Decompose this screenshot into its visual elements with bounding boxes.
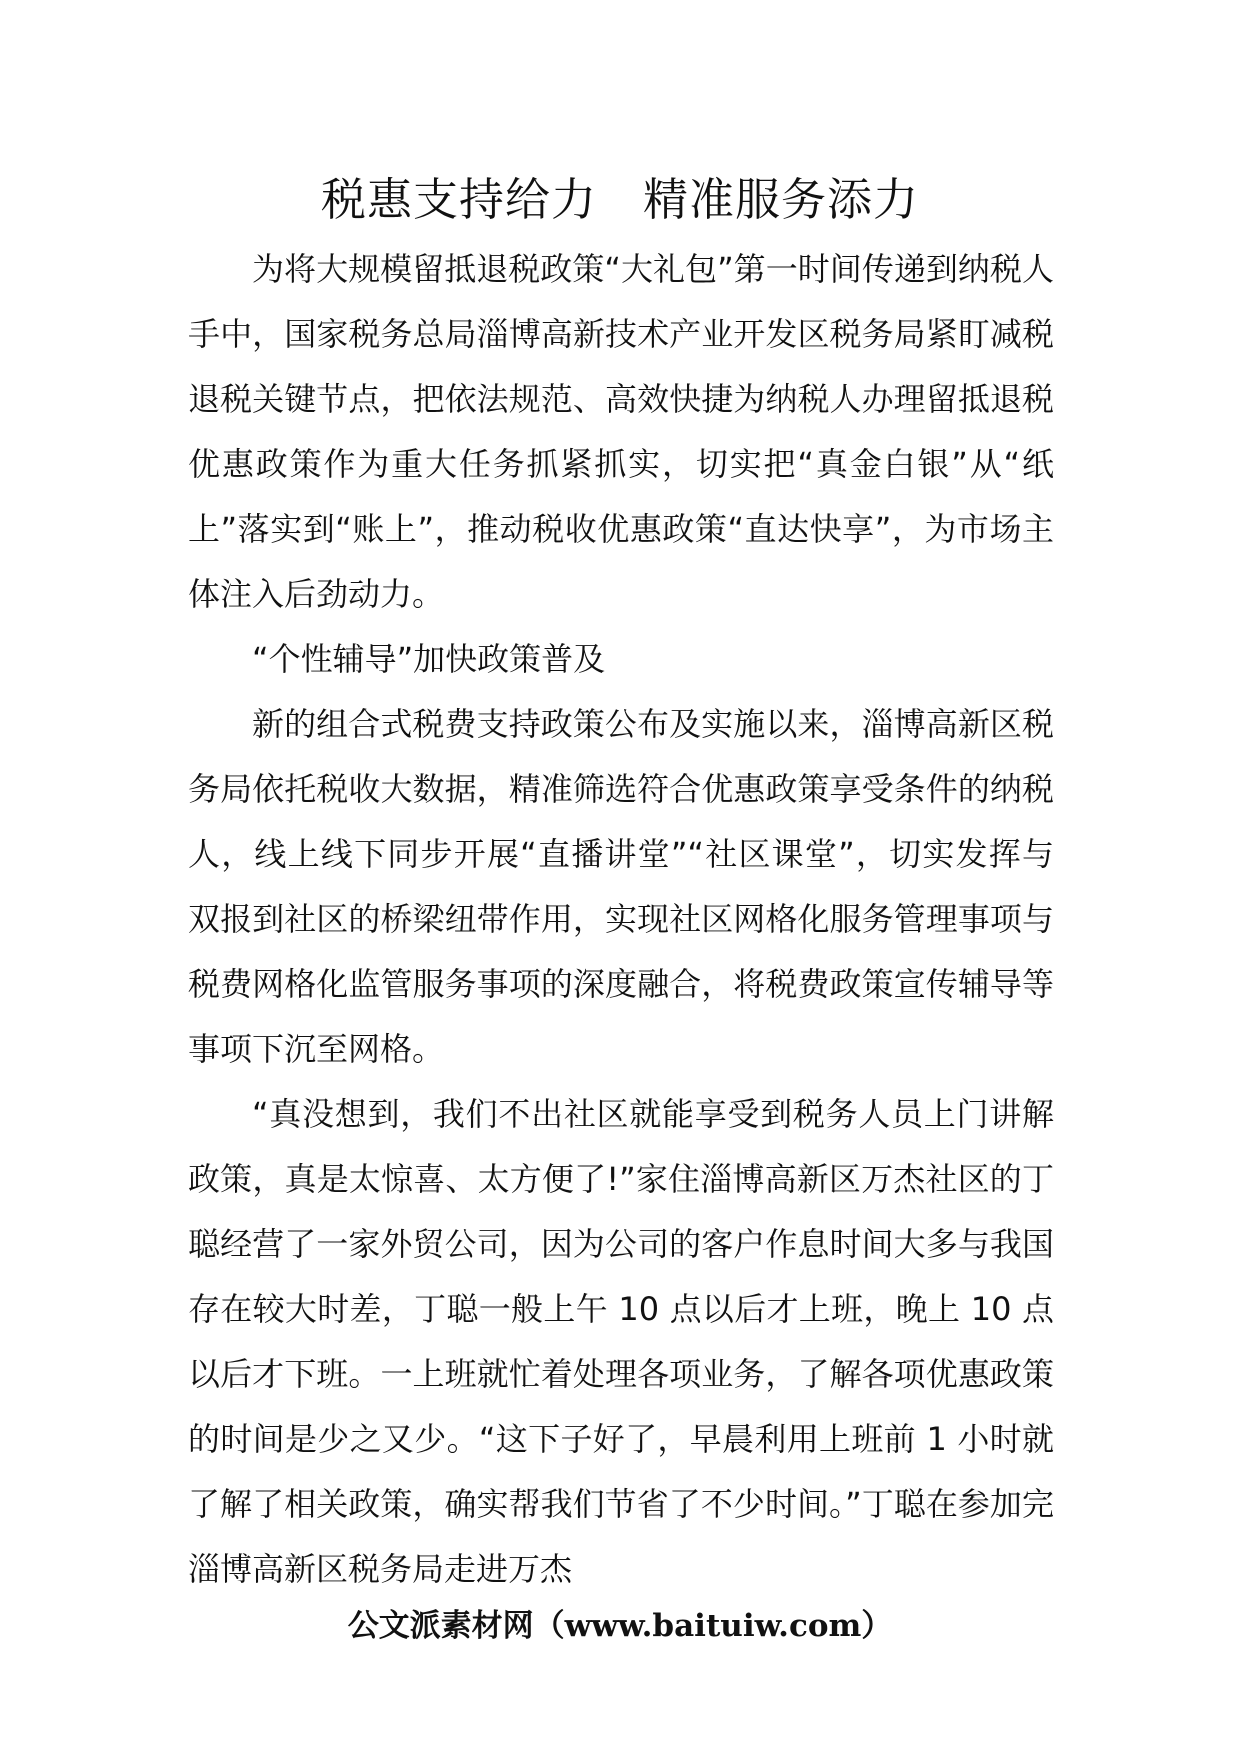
- paragraph-policy: 新的组合式税费支持政策公布及实施以来，淄博高新区税务局依托税收大数据，精准筛选符合优惠政策享受条件的纳税人，线上线下同步开展“直播讲堂”“社区课堂”，切实发挥与双报到社区的桥梁纽带作用，实现社区网格化服务管理事项与税费网格化监管服务事项的深度融合，将税费政策宣传辅导等事项下沉至网格。: [188, 705, 1054, 1068]
- document-body: [188, 237, 1054, 1602]
- document-title: 税惠支持给力 精准服务添力: [320, 173, 919, 226]
- section-heading: “个性辅导”加快政策普及: [252, 640, 606, 678]
- paragraph-quote: “真没想到，我们不出社区就能享受到税务人员上门讲解政策，真是太惊喜、太方便了!”家住淄博高新区万杰社区的丁聪经营了一家外贸公司，因为公司的客户作息时间大多与我国存在较大时差，丁聪一般上午 10 点以后才上班，晚上 10 点以后才下班。一上班就忙着处理各项业务，了解各项优惠政策的时间是少之又少。“这下子好了，早晨利用上班前 1 小时就了解了相关政策，确实帮我们节省了不少时间。”丁聪在参加完淄博高新区税务局走进万杰: [188, 1095, 1054, 1588]
- paragraph-intro: 为将大规模留抵退税政策“大礼包”第一时间传递到纳税人手中，国家税务总局淄博高新技术产业开发区税务局紧盯减税退税关键节点，把依法规范、高效快捷为纳税人办理留抵退税优惠政策作为重大任务抓紧抓实，切实把“真金白银”从“纸上”落实到“账上”，推动税收优惠政策“直达快享”，为市场主体注入后劲动力。: [188, 250, 1054, 613]
- footer-source: 公文派素材网（www.baituiw.com）: [347, 1608, 893, 1644]
